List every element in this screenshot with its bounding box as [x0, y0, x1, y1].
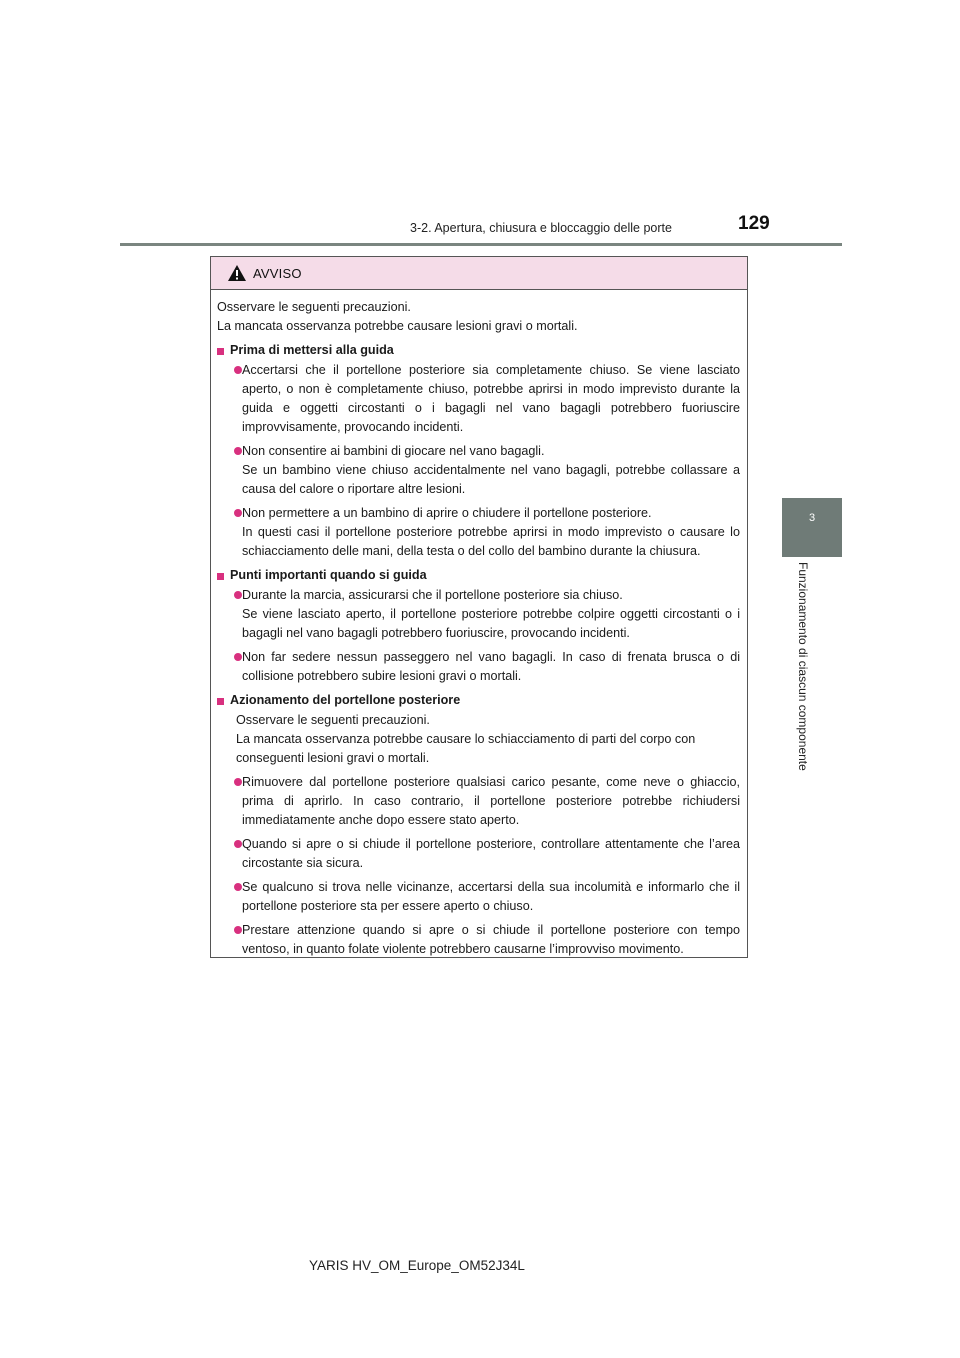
list-item — [217, 773, 740, 830]
intro-line: La mancata osservanza potrebbe causare lesioni gravi o mortali. — [217, 319, 578, 333]
section-heading-text: Azionamento del portellone posteriore — [230, 693, 461, 707]
bullet-container — [217, 442, 242, 499]
list-item-text: Rimuovere dal portellone posteriore qualsiasi carico pesante, come neve o ghiaccio, prima di aprirlo. In caso contrario, il portellone posteriore potrebbe richiudersi immediatamente anche dopo essere stato aperto. — [242, 775, 740, 827]
warning-sections — [217, 341, 740, 959]
list-item — [217, 921, 740, 959]
header-rule — [120, 243, 842, 246]
intro-line: Osservare le seguenti precauzioni. — [217, 300, 411, 314]
bullet-container — [217, 921, 242, 959]
list-item-text: Se qualcuno si trova nelle vicinanze, accertarsi della sua incolumità e informarlo che il portellone posteriore sta per essere aperto o chiuso. — [242, 880, 740, 913]
list-item-text: Non consentire ai bambini di giocare nel vano bagagli. Se un bambino viene chiuso accidentalmente nel vano bagagli, potrebbe collassare a causa del calore o riportare altre lesioni. — [242, 444, 740, 496]
bullet-container — [217, 878, 242, 916]
warning-header — [211, 257, 747, 290]
document-code: YARIS HV_OM_Europe_OM52J34L — [309, 1258, 525, 1273]
bullet-container — [217, 648, 242, 686]
circle-bullet-icon — [234, 591, 242, 599]
chapter-tab — [782, 498, 842, 557]
bullet-container — [217, 586, 242, 643]
warning-triangle-icon — [227, 264, 247, 282]
list-item — [217, 835, 740, 873]
list-item — [217, 878, 740, 916]
list-item-text: Accertarsi che il portellone posteriore sia completamente chiuso. Se viene lasciato aperto, o non è completamente chiuso, potrebbe aprirsi in modo imprevisto durante la guida e oggetti circostanti o i bagagli nel vano bagagli potrebbero fuoriuscire improvvisamente, provocando incidenti. — [242, 363, 740, 434]
section-heading — [217, 566, 740, 585]
list-item-text: Non permettere a un bambino di aprire o chiudere il portellone posteriore. In questi casi il portellone posteriore potrebbe aprirsi in modo imprevisto o causare lo schiacciamento delle mani, della testa o del collo del bambino durante la chiusura. — [242, 506, 740, 558]
circle-bullet-icon — [234, 883, 242, 891]
list-item-text: Prestare attenzione quando si apre o si chiude il portellone posteriore con tempo ventoso, in quanto folate violente potrebbero causarne l’improvviso movimento. — [242, 923, 740, 956]
warning-label: AVVISO — [253, 265, 302, 281]
circle-bullet-icon — [234, 447, 242, 455]
bullet-container — [217, 773, 242, 830]
square-bullet-icon — [217, 348, 224, 355]
circle-bullet-icon — [234, 653, 242, 661]
section-heading — [217, 691, 740, 710]
bullet-container — [217, 504, 242, 561]
list-item-text: Durante la marcia, assicurarsi che il portellone posteriore sia chiuso. Se viene lasciato aperto, il portellone posteriore potrebbe colpire oggetti circostanti o i bagagli nel vano bagagli potrebbero fuoriuscire, provocando incidenti. — [242, 588, 740, 640]
circle-bullet-icon — [234, 509, 242, 517]
list-item — [217, 361, 740, 437]
circle-bullet-icon — [234, 926, 242, 934]
bullet-container — [217, 361, 242, 437]
list-item-text: Non far sedere nessun passeggero nel vano bagagli. In caso di frenata brusca o di collisione potrebbero subire lesioni gravi o mortali. — [242, 650, 740, 683]
list-item-text: Quando si apre o si chiude il portellone posteriore, controllare attentamente che l’area circostante sia sicura. — [242, 837, 740, 870]
section-intro-line: La mancata osservanza potrebbe causare lo schiacciamento di parti del corpo con — [236, 732, 696, 746]
list-item — [217, 504, 740, 561]
list-item — [217, 648, 740, 686]
warning-body — [211, 290, 747, 959]
section-title: 3-2. Apertura, chiusura e bloccaggio delle porte — [410, 221, 672, 235]
list-item — [217, 442, 740, 499]
warning-intro — [217, 298, 740, 336]
section-intro-line: conseguenti lesioni gravi o mortali. — [236, 751, 430, 765]
list-item — [217, 586, 740, 643]
page-number: 129 — [738, 213, 770, 234]
circle-bullet-icon — [234, 840, 242, 848]
circle-bullet-icon — [234, 366, 242, 374]
square-bullet-icon — [217, 573, 224, 580]
section-heading-text: Punti importanti quando si guida — [230, 568, 427, 582]
circle-bullet-icon — [234, 778, 242, 786]
section-intro — [217, 711, 740, 768]
section-heading-text: Prima di mettersi alla guida — [230, 343, 394, 357]
square-bullet-icon — [217, 698, 224, 705]
warning-box — [210, 256, 748, 958]
bullet-container — [217, 835, 242, 873]
chapter-number: 3 — [808, 512, 816, 524]
chapter-title: Funzionamento di ciascun componente — [796, 562, 810, 771]
section-intro-line: Osservare le seguenti precauzioni. — [236, 713, 430, 727]
section-heading — [217, 341, 740, 360]
